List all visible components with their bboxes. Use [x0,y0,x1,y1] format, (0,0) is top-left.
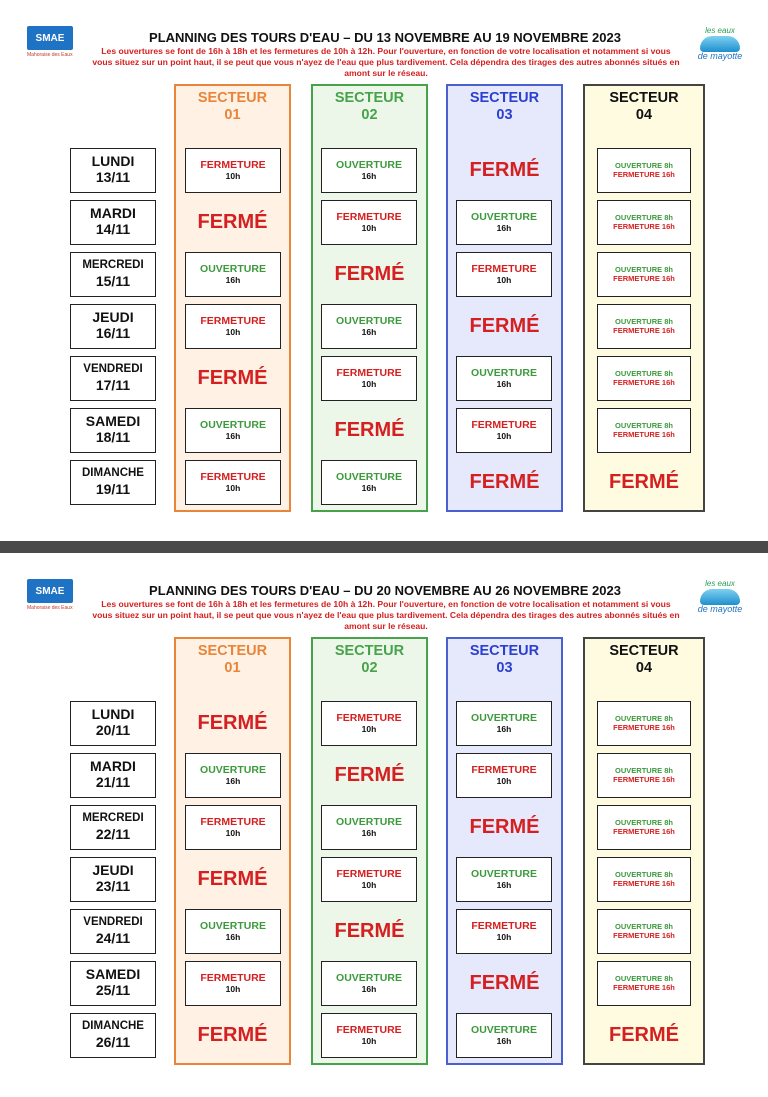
opening-cell [321,460,417,505]
sector-4-schedule-cell [597,356,691,401]
sector-heading-label: SECTEUR [197,90,268,106]
day-name: DIMANCHE [82,1020,144,1032]
closing-label: FERMETURE [200,471,266,483]
wave-icon [700,36,740,52]
day-label [70,805,156,850]
time-label: 16h [225,776,241,786]
opening-time: OUVERTURE 8h [615,818,673,827]
opening-label: OUVERTURE [471,1024,537,1036]
closed-status: FERMÉ [197,868,268,890]
day-name: VENDREDI [83,363,143,375]
opening-label: OUVERTURE [471,211,537,223]
day-name: MERCREDI [82,259,144,271]
closing-time: FERMETURE 16h [613,378,675,387]
time-label: 16h [361,984,377,994]
closing-cell [456,909,552,954]
closed-status: FERMÉ [469,972,540,994]
closing-label: FERMETURE [200,972,266,984]
sector-heading-number: 04 [635,660,653,676]
opening-cell [456,1013,552,1058]
time-label: 16h [496,1036,512,1046]
opening-time: OUVERTURE 8h [615,922,673,931]
closing-label: FERMETURE [471,764,537,776]
day-date: 22/11 [95,826,131,842]
wave-icon [700,589,740,605]
closing-time: FERMETURE 16h [613,274,675,283]
time-label: 16h [496,880,512,890]
opening-cell [321,304,417,349]
opening-cell [321,805,417,850]
closed-status: FERMÉ [197,211,268,233]
day-label [70,857,156,902]
sector-heading-label: SECTEUR [609,643,679,659]
logo-mayotte: de mayotte [697,604,743,614]
opening-time: OUVERTURE 8h [615,369,673,378]
closing-cell [321,200,417,245]
time-label: 10h [361,724,377,734]
sector-4-schedule-cell [597,408,691,453]
closing-time: FERMETURE 16h [613,879,675,888]
closed-status: FERMÉ [334,419,405,441]
smae-logo-box: SMAE [27,579,73,603]
opening-label: OUVERTURE [471,712,537,724]
day-date: 26/11 [95,1034,131,1050]
day-name: JEUDI [92,862,134,878]
closing-time: FERMETURE 16h [613,827,675,836]
opening-cell [321,148,417,193]
opening-cell [456,200,552,245]
closing-cell [321,356,417,401]
closed-status: FERMÉ [197,712,268,734]
day-name: LUNDI [91,153,135,169]
closing-label: FERMETURE [336,868,402,880]
sector-heading [313,643,426,677]
sector-heading [448,643,561,677]
sector-heading-number: 03 [496,660,513,676]
sector-4-schedule-cell [597,857,691,902]
day-name: JEUDI [92,309,134,325]
day-label [70,753,156,798]
closed-status: FERMÉ [334,764,405,786]
day-date: 20/11 [95,722,131,738]
opening-label: OUVERTURE [200,764,266,776]
sector-heading-label: SECTEUR [334,643,405,659]
time-label: 10h [361,223,377,233]
sector-heading [176,90,289,124]
opening-label: OUVERTURE [336,972,402,984]
opening-label: OUVERTURE [200,263,266,275]
closing-label: FERMETURE [336,712,402,724]
opening-cell [185,909,281,954]
schedule-note: Les ouvertures se font de 16h à 18h et les fermetures de 10h à 12h. Pour l'ouverture, en fonction de votre localisation et notamment si vous vous situez sur un point haut, il se peut que vous n'ayez de l'eau que plus tardivement. Cela dépendra des tirages des autres abonnés situés en amont sur le réseau. [92,599,680,631]
day-name: DIMANCHE [82,467,144,479]
day-name: MARDI [90,205,136,221]
sector-heading [585,643,703,677]
logo-les-eaux: les eaux [705,579,735,588]
day-date: 13/11 [95,169,131,185]
opening-cell [456,356,552,401]
time-label: 16h [496,724,512,734]
day-name: SAMEDI [85,413,141,429]
eaux-mayotte-logo [690,26,750,74]
closing-cell [321,1013,417,1058]
logo-mayotte: de mayotte [697,51,743,61]
closing-cell [456,753,552,798]
sector-4-schedule-cell [597,805,691,850]
sector-heading-number: 03 [496,107,513,123]
sector-4-schedule-cell [597,909,691,954]
sector-4-schedule-cell [597,304,691,349]
day-date: 18/11 [95,429,131,445]
opening-time: OUVERTURE 8h [615,421,673,430]
day-label [70,304,156,349]
day-date: 23/11 [95,878,131,894]
opening-cell [185,252,281,297]
opening-label: OUVERTURE [471,367,537,379]
closing-label: FERMETURE [336,211,402,223]
closing-cell [456,408,552,453]
opening-time: OUVERTURE 8h [615,317,673,326]
opening-cell [321,961,417,1006]
closing-cell [185,460,281,505]
time-label: 10h [496,275,512,285]
closing-cell [456,252,552,297]
day-date: 19/11 [95,481,131,497]
time-label: 10h [361,1036,377,1046]
closing-time: FERMETURE 16h [613,430,675,439]
day-name: VENDREDI [83,916,143,928]
eaux-mayotte-logo [690,579,750,627]
sector-heading-number: 02 [361,107,378,123]
closed-status: FERMÉ [469,471,540,493]
time-label: 10h [225,483,241,493]
time-label: 10h [496,932,512,942]
opening-time: OUVERTURE 8h [615,766,673,775]
sector-heading-number: 04 [635,107,653,123]
sector-4-schedule-cell [597,701,691,746]
closed-status: FERMÉ [334,920,405,942]
smae-logo-tagline: Mahoraise des Eaux [27,52,73,58]
opening-time: OUVERTURE 8h [615,714,673,723]
sector-heading-number: 01 [224,107,241,123]
time-label: 16h [225,275,241,285]
closing-label: FERMETURE [336,367,402,379]
time-label: 16h [361,828,377,838]
opening-time: OUVERTURE 8h [615,974,673,983]
closing-time: FERMETURE 16h [613,326,675,335]
time-label: 16h [361,483,377,493]
opening-label: OUVERTURE [200,419,266,431]
day-date: 21/11 [95,774,131,790]
closing-label: FERMETURE [471,920,537,932]
sector-4-schedule-cell [597,753,691,798]
closing-label: FERMETURE [200,159,266,171]
closed-status: FERMÉ [609,471,679,493]
day-date: 25/11 [95,982,131,998]
time-label: 16h [225,932,241,942]
day-date: 17/11 [95,377,131,393]
schedule-note: Les ouvertures se font de 16h à 18h et les fermetures de 10h à 12h. Pour l'ouverture, en fonction de votre localisation et notamment si vous vous situez sur un point haut, il se peut que vous n'ayez de l'eau que plus tardivement. Cela dépendra des tirages des autres abonnés situés en amont sur le réseau. [92,46,680,78]
day-label [70,252,156,297]
opening-cell [456,701,552,746]
time-label: 16h [496,379,512,389]
opening-label: OUVERTURE [336,816,402,828]
sector-4-schedule-cell [597,961,691,1006]
smae-logo [27,26,77,64]
smae-logo-box: SMAE [27,26,73,50]
day-label [70,460,156,505]
time-label: 16h [361,327,377,337]
sector-heading [448,90,561,124]
sector-4-schedule-cell [597,252,691,297]
closing-cell [185,805,281,850]
closing-cell [185,148,281,193]
time-label: 10h [496,431,512,441]
sector-heading [176,643,289,677]
closing-time: FERMETURE 16h [613,170,675,179]
sector-heading-label: SECTEUR [469,90,540,106]
day-name: SAMEDI [85,966,141,982]
time-label: 10h [496,776,512,786]
closing-time: FERMETURE 16h [613,222,675,231]
day-date: 14/11 [95,221,131,237]
smae-logo-tagline: Mahoraise des Eaux [27,605,73,611]
sector-heading [313,90,426,124]
closing-label: FERMETURE [200,315,266,327]
closing-time: FERMETURE 16h [613,931,675,940]
day-label [70,356,156,401]
sector-heading-label: SECTEUR [609,90,679,106]
closing-cell [185,304,281,349]
day-label [70,1013,156,1058]
day-label [70,701,156,746]
opening-cell [185,408,281,453]
day-date: 24/11 [95,930,131,946]
logo-les-eaux: les eaux [705,26,735,35]
sector-4-schedule-cell [597,200,691,245]
opening-cell [456,857,552,902]
opening-time: OUVERTURE 8h [615,161,673,170]
sector-4-schedule-cell [597,148,691,193]
opening-time: OUVERTURE 8h [615,870,673,879]
page-title: PLANNING DES TOURS D'EAU – DU 20 NOVEMBRE AU 26 NOVEMBRE 2023 [149,583,621,598]
closing-time: FERMETURE 16h [613,775,675,784]
planning-sheet-week-2 [0,553,768,1097]
day-label [70,961,156,1006]
time-label: 10h [225,171,241,181]
closing-label: FERMETURE [471,263,537,275]
closing-cell [321,701,417,746]
day-label [70,200,156,245]
closed-status: FERMÉ [469,816,540,838]
closing-cell [185,961,281,1006]
sector-heading-number: 01 [224,660,241,676]
time-label: 10h [225,984,241,994]
day-date: 16/11 [95,325,131,341]
closed-status: FERMÉ [469,159,540,181]
day-label [70,408,156,453]
opening-time: OUVERTURE 8h [615,265,673,274]
time-label: 16h [496,223,512,233]
smae-logo [27,579,77,617]
sector-heading-label: SECTEUR [469,643,540,659]
closed-status: FERMÉ [334,263,405,285]
page-title: PLANNING DES TOURS D'EAU – DU 13 NOVEMBRE AU 19 NOVEMBRE 2023 [149,30,621,45]
closed-status: FERMÉ [197,367,268,389]
opening-time: OUVERTURE 8h [615,213,673,222]
closing-label: FERMETURE [200,816,266,828]
page-separator [0,541,768,553]
time-label: 10h [361,880,377,890]
sector-heading-label: SECTEUR [197,643,268,659]
time-label: 10h [225,327,241,337]
opening-label: OUVERTURE [336,159,402,171]
closing-label: FERMETURE [336,1024,402,1036]
sector-heading [585,90,703,124]
closing-time: FERMETURE 16h [613,983,675,992]
sector-heading-number: 02 [361,660,378,676]
opening-label: OUVERTURE [336,471,402,483]
day-label [70,909,156,954]
planning-sheet-week-1 [0,0,768,540]
closed-status: FERMÉ [609,1024,679,1046]
sector-heading-label: SECTEUR [334,90,405,106]
time-label: 10h [225,828,241,838]
day-date: 15/11 [95,273,131,289]
time-label: 16h [361,171,377,181]
day-name: MERCREDI [82,812,144,824]
closed-status: FERMÉ [469,315,540,337]
day-label [70,148,156,193]
day-name: LUNDI [91,706,135,722]
day-name: MARDI [90,758,136,774]
opening-cell [185,753,281,798]
closed-status: FERMÉ [197,1024,268,1046]
closing-time: FERMETURE 16h [613,723,675,732]
closing-label: FERMETURE [471,419,537,431]
time-label: 16h [225,431,241,441]
closing-cell [321,857,417,902]
opening-label: OUVERTURE [471,868,537,880]
opening-label: OUVERTURE [336,315,402,327]
opening-label: OUVERTURE [200,920,266,932]
time-label: 10h [361,379,377,389]
